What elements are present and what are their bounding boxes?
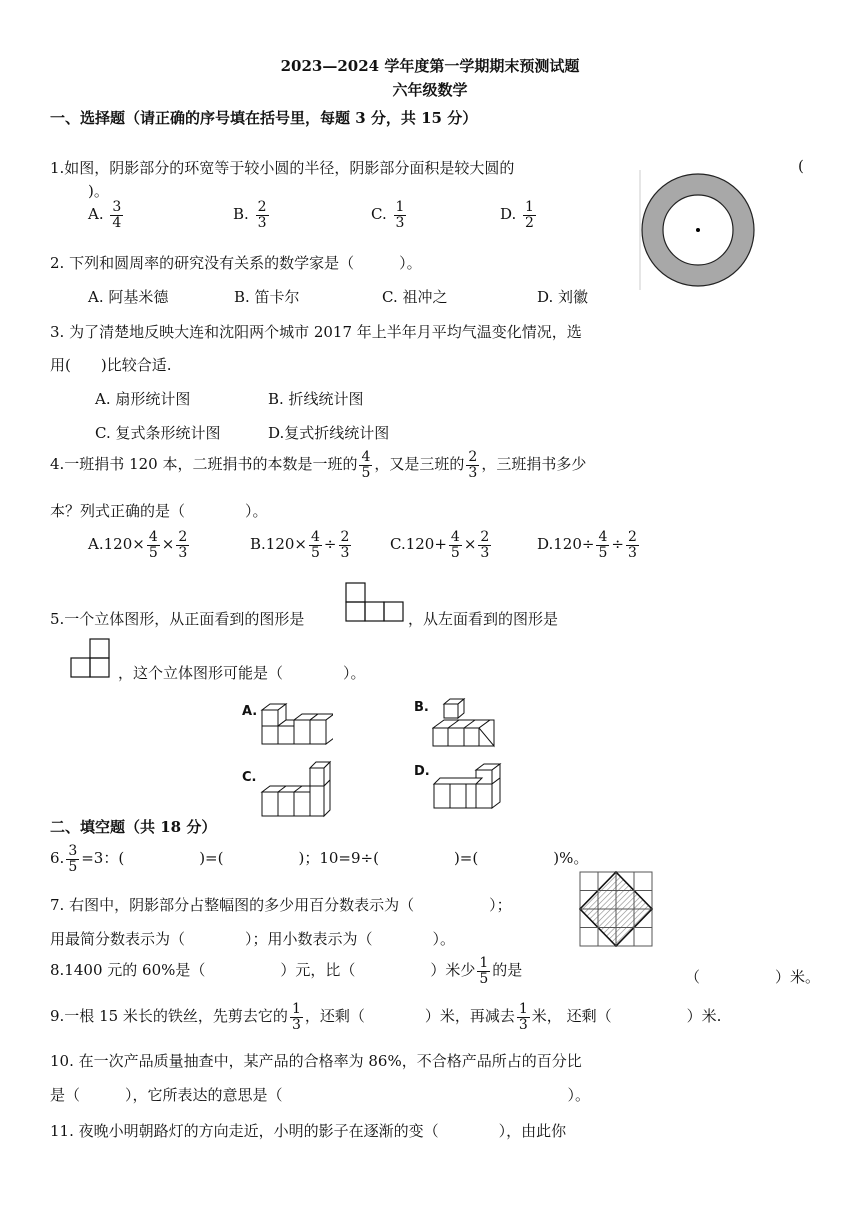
q5-text-front: 5.一个立体图形，从正面看到的图形是 xyxy=(50,610,305,628)
q4-option-b: B.120× $\frac{4}{5}$ ÷ $\frac{2}{3}$ xyxy=(250,529,350,561)
q9-text: 9.一根 15 米长的铁丝，先剪去它的 $\frac{1}{3}$ ，还剩（ ）米，再减去 $\frac{1}{3}$ 米， 还剩（ ）米. xyxy=(50,1001,722,1033)
q7-line1: 7. 右图中，阴影部分占整幅图的多少用百分数表示为（ ）； xyxy=(50,896,512,914)
q8-text: 8.1400 元的 60%是（ ）元，比（ ）米少 $\frac{1}{5}$ 的是 xyxy=(50,955,523,987)
q4-line2: 本？列式正确的是（ ）。 xyxy=(50,502,268,520)
q2-option-a: A. 阿基米德 xyxy=(88,288,169,306)
cube-figure-c xyxy=(258,760,334,822)
q5-option-d-label: D. xyxy=(414,764,430,779)
q3-line1: 3. 为了清楚地反映大连和沈阳两个城市 2017 年上半年月平均气温变化情况，选 xyxy=(50,323,582,341)
q1-option-a: A. $\frac{3}{4}$ xyxy=(88,199,122,231)
q4-option-c: C.120+ $\frac{4}{5}$ × $\frac{2}{3}$ xyxy=(390,529,490,561)
q10-line1: 10. 在一次产品质量抽查中，某产品的合格率为 86%，不合格产品所占的百分比 xyxy=(50,1052,582,1070)
q5-option-b-label: B. xyxy=(414,700,429,715)
front-view-figure xyxy=(345,582,407,622)
page-title: 2023—2024 学年度第一学期期末预测试题 xyxy=(280,57,580,75)
page-subtitle: 六年级数学 xyxy=(392,81,468,99)
q5-text-left: ，从左面看到的图形是 xyxy=(408,610,559,628)
q1-option-b: B. $\frac{2}{3}$ xyxy=(233,199,267,231)
q7-line2: 用最简分数表示为（ ）；用小数表示为（ ）。 xyxy=(50,930,456,948)
q4-line1: 4.一班捐书 120 本，二班捐书的本数是一班的 $\frac{4}{5}$ ，又是三班的 $\frac{2}{3}$ ，三班捐书多少 xyxy=(50,449,587,481)
grid-figure xyxy=(578,868,654,948)
section2-heading: 二、填空题（共 18 分） xyxy=(50,818,217,836)
q5-option-a-label: A. xyxy=(242,704,258,719)
q2-option-d: D. 刘徽 xyxy=(537,288,589,306)
q3-option-b: B. 折线统计图 xyxy=(268,390,364,408)
q1-paren-open: ( xyxy=(798,157,804,175)
q2-text: 2. 下列和圆周率的研究没有关系的数学家是（ ）。 xyxy=(50,254,422,272)
q5-line2: ，这个立体图形可能是（ ）。 xyxy=(118,664,366,682)
q4-option-d: D.120÷ $\frac{4}{5}$ ÷ $\frac{2}{3}$ xyxy=(537,529,637,561)
q3-option-a: A. 扇形统计图 xyxy=(95,390,191,408)
q1-paren-close: )。 xyxy=(88,182,109,200)
q8-blank-end: （ ）米。 xyxy=(685,968,821,986)
left-view-figure xyxy=(70,638,114,678)
q5-option-c-label: C. xyxy=(242,770,257,785)
q6-text: 6. $\frac{3}{5}$ =3：( )=( )；10=9÷( )=( )%。 xyxy=(50,843,589,875)
q10-line2: 是（ ），它所表达的意思是（ ）。 xyxy=(50,1086,591,1104)
q3-option-d: D.复式折线统计图 xyxy=(268,424,390,442)
q1-option-c: C. $\frac{1}{3}$ xyxy=(371,199,405,231)
cube-figure-b xyxy=(432,698,496,752)
q2-option-c: C. 祖冲之 xyxy=(382,288,448,306)
q1-text: 1.如图，阴影部分的环宽等于较小圆的半径，阴影部分面积是较大圆的 xyxy=(50,159,515,177)
section1-heading: 一、选择题（请正确的序号填在括号里，每题 3 分，共 15 分） xyxy=(50,109,478,127)
cube-figure-a xyxy=(258,700,333,750)
ring-figure xyxy=(638,170,758,290)
q11-line1: 11. 夜晚小明朝路灯的方向走近，小明的影子在逐渐的变（ ），由此你 xyxy=(50,1122,567,1140)
q3-line2: 用( )比较合适. xyxy=(50,356,172,374)
q2-option-b: B. 笛卡尔 xyxy=(234,288,300,306)
q4-option-a: A.120× $\frac{4}{5}$ × $\frac{2}{3}$ xyxy=(88,529,188,561)
q3-option-c: C. 复式条形统计图 xyxy=(95,424,221,442)
q1-option-d: D. $\frac{1}{2}$ xyxy=(500,199,534,231)
cube-figure-d xyxy=(432,758,508,812)
